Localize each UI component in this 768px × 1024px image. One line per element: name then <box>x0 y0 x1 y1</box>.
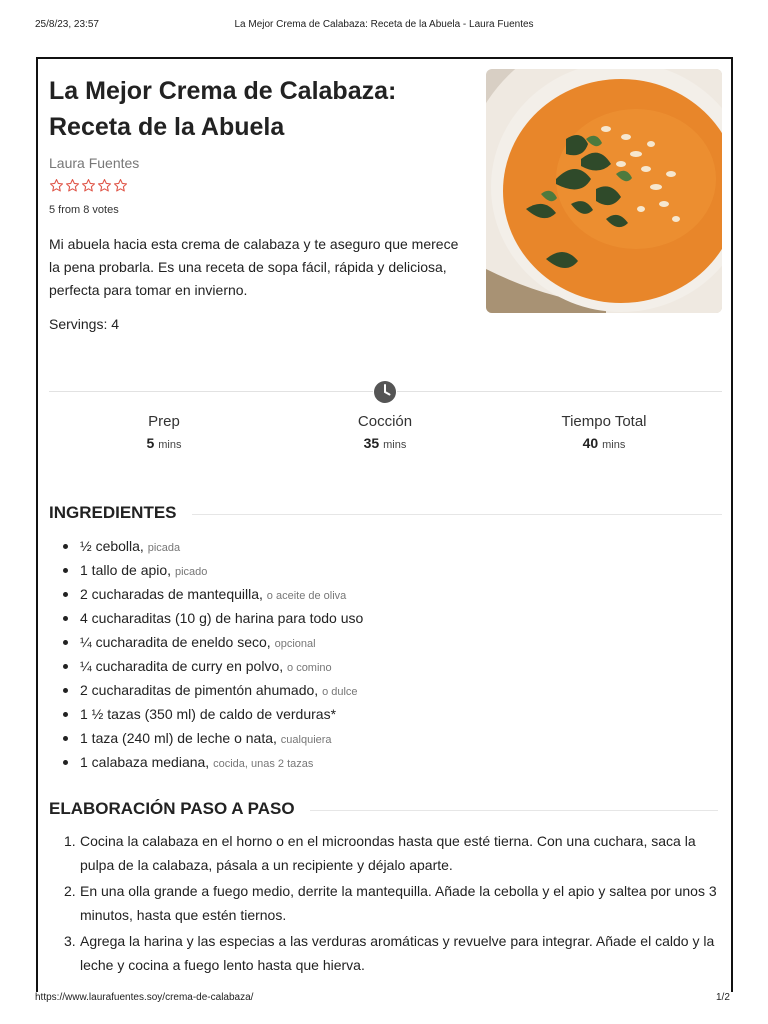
step-text: Cocina la calabaza en el horno o en el microondas hasta que esté tierna. Con una cuchara, saca la pulpa de la calabaza, pásala a un recipiente y déjalo aparte. <box>80 833 696 873</box>
time-unit: mins <box>383 439 407 451</box>
steps-heading: ELABORACIÓN PASO A PASO <box>49 799 295 818</box>
steps-list <box>49 829 722 979</box>
step-text: Agrega la harina y las especias a las verduras aromáticas y revuelve para integrar. Añade el caldo y la leche y cocina a fuego lento hasta que hierva. <box>80 933 715 973</box>
print-header <box>0 0 768 40</box>
time-unit: mins <box>158 439 182 451</box>
clock-icon <box>373 380 397 404</box>
recipe-title: La Mejor Crema de Calabaza: Receta de la Abuela <box>49 77 397 141</box>
time-value: 35 <box>363 435 380 451</box>
recipe-author[interactable]: Laura Fuentes <box>49 155 140 171</box>
step-number: 1. <box>64 833 76 849</box>
ingredients-list <box>49 534 722 774</box>
ingredient-item: ¼ cucharadita de eneldo seco, opcional <box>49 630 722 654</box>
ingredient-item: 2 cucharaditas de pimentón ahumado, o dulce <box>49 678 722 702</box>
time-label: Tiempo Total <box>561 413 647 430</box>
recipe-servings: Servings: 4 <box>49 316 120 332</box>
print-page-number: 1/2 <box>716 992 730 1003</box>
ingredient-item: 1 calabaza mediana, cocida, unas 2 tazas <box>49 750 722 774</box>
steps-heading-rule <box>310 810 718 811</box>
star-icon[interactable] <box>49 178 64 193</box>
time-label: Cocción <box>357 413 413 430</box>
ingredients-heading: INGREDIENTES <box>49 503 177 522</box>
print-url[interactable]: https://www.laurafuentes.soy/crema-de-calabaza/ <box>35 992 254 1003</box>
step-number: 3. <box>64 933 76 949</box>
step-item <box>49 879 722 927</box>
star-icon[interactable] <box>65 178 80 193</box>
rating-votes: 5 from 8 votes <box>49 204 119 216</box>
recipe-description: Mi abuela hacia esta crema de calabaza y te aseguro que merece la pena probarla. Es una receta de sopa fácil, rápida y deliciosa, perfecta para tomar en invierno. <box>49 236 459 298</box>
star-icon[interactable] <box>97 178 112 193</box>
time-label: Prep <box>148 413 180 430</box>
ingredient-item: 4 cucharaditas (10 g) de harina para todo uso <box>49 606 722 630</box>
time-unit: mins <box>602 439 626 451</box>
time-value: 40 <box>582 435 599 451</box>
time-value: 5 <box>146 435 155 451</box>
star-icon[interactable] <box>113 178 128 193</box>
ingredients-heading-rule <box>192 514 722 515</box>
ingredient-item: 1 taza (240 ml) de leche o nata, cualquiera <box>49 726 722 750</box>
ingredient-item: ¼ cucharadita de curry en polvo, o comino <box>49 654 722 678</box>
step-item <box>49 929 722 977</box>
time-total <box>504 413 704 451</box>
time-coccion <box>285 413 485 451</box>
rating-stars[interactable] <box>49 178 128 193</box>
ingredient-item: 1 tallo de apio, picado <box>49 558 722 582</box>
soup-image <box>486 69 722 313</box>
recipe-card <box>36 57 733 992</box>
print-document-title: La Mejor Crema de Calabaza: Receta de la Abuela - Laura Fuentes <box>234 19 534 30</box>
soup-photo <box>486 69 722 313</box>
ingredient-item: ½ cebolla, picada <box>49 534 722 558</box>
step-text: En una olla grande a fuego medio, derrite la mantequilla. Añade la cebolla y el apio y saltea por unos 3 minutos, hasta que estén tiernos. <box>80 883 717 923</box>
step-number: 2. <box>64 883 76 899</box>
star-icon[interactable] <box>81 178 96 193</box>
ingredient-item: 2 cucharadas de mantequilla, o aceite de oliva <box>49 582 722 606</box>
time-prep <box>64 413 264 451</box>
ingredient-item: 1 ½ tazas (350 ml) de caldo de verduras* <box>49 702 722 726</box>
step-item <box>49 829 722 877</box>
print-datetime: 25/8/23, 23:57 <box>35 19 99 30</box>
